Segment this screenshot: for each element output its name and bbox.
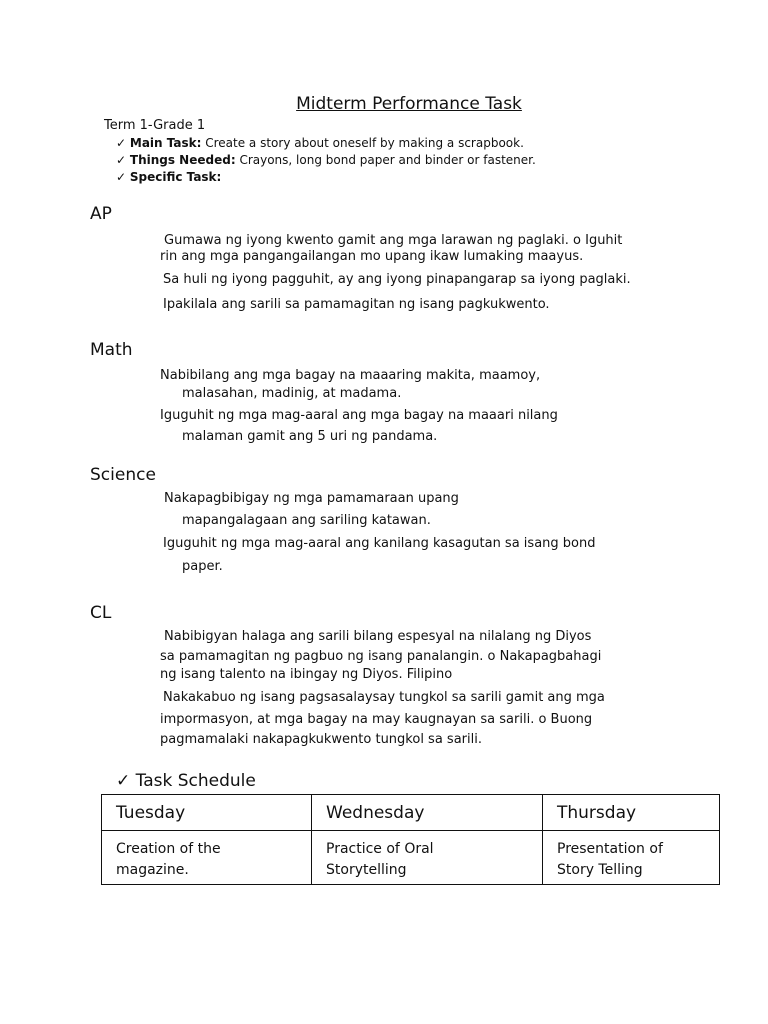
task-item-label: Things Needed: xyxy=(129,153,236,167)
math-line: Iguguhit ng mga mag-aaral ang mga bagay na maaari nilang xyxy=(160,408,558,423)
schedule-day-header: Tuesday xyxy=(102,795,312,831)
subject-heading-ap: AP xyxy=(90,204,112,224)
math-line: malasahan, madinig, at madama. xyxy=(182,386,402,401)
subject-heading-science: Science xyxy=(90,465,156,485)
science-line: paper. xyxy=(182,559,223,574)
ap-line: rin ang mga pangangailangan mo upang ikaw lumaking maayus. xyxy=(160,249,584,264)
task-item-main xyxy=(116,136,524,150)
cl-line: Nakakabuo ng isang pagsasalaysay tungkol sa sarili gamit ang mga xyxy=(163,690,605,705)
science-line: Nakapagbibigay ng mga pamamaraan upang xyxy=(164,491,459,506)
subject-heading-cl: CL xyxy=(90,603,112,623)
task-item-specific xyxy=(116,170,221,184)
term-label: Term 1-Grade 1 xyxy=(104,118,206,133)
science-line: Iguguhit ng mga mag-aaral ang kanilang kasagutan sa isang bond xyxy=(163,536,596,551)
cl-line: ng isang talento na ibingay ng Diyos. Filipino xyxy=(160,667,453,682)
schedule-day-header: Wednesday xyxy=(312,795,543,831)
cl-line: impormasyon, at mga bagay na may kaugnayan sa sarili. o Buong xyxy=(160,712,593,727)
task-item-things xyxy=(116,153,536,167)
cl-line: Nabibigyan halaga ang sarili bilang espesyal na nilalang ng Diyos xyxy=(164,629,592,644)
task-schedule-title: ✓ Task Schedule xyxy=(116,771,256,791)
science-line: mapangalagaan ang sariling katawan. xyxy=(182,513,431,528)
math-line: malaman gamit ang 5 uri ng pandama. xyxy=(182,429,438,444)
cl-line: pagmamalaki nakapagkukwento tungkol sa sarili. xyxy=(160,732,482,747)
check-icon: ✓ xyxy=(116,153,127,167)
math-line: Nabibilang ang mga bagay na maaaring makita, maamoy, xyxy=(160,368,541,383)
schedule-task-cell: Practice of Oral Storytelling xyxy=(312,831,543,885)
schedule-day-header: Thursday xyxy=(543,795,720,831)
check-icon: ✓ xyxy=(116,136,127,150)
ap-line: Gumawa ng iyong kwento gamit ang mga larawan ng paglaki. o Iguhit xyxy=(164,233,623,248)
task-item-text: Create a story about oneself by making a scrapbook. xyxy=(201,136,524,150)
task-schedule-table xyxy=(101,794,720,885)
check-icon: ✓ xyxy=(116,170,127,184)
schedule-task-cell: Creation of the magazine. xyxy=(102,831,312,885)
task-item-label: Main Task: xyxy=(129,136,202,150)
ap-line: Sa huli ng iyong pagguhit, ay ang iyong pinapangarap sa iyong paglaki. xyxy=(163,272,631,287)
schedule-task-cell: Presentation of Story Telling xyxy=(543,831,720,885)
task-item-text: Crayons, long bond paper and binder or fastener. xyxy=(235,153,536,167)
page-title: Midterm Performance Task xyxy=(296,94,522,114)
ap-line: Ipakilala ang sarili sa pamamagitan ng isang pagkukwento. xyxy=(163,297,550,312)
schedule-header-row xyxy=(102,795,720,831)
cl-line: sa pamamagitan ng pagbuo ng isang panalangin. o Nakapagbahagi xyxy=(160,649,602,664)
subject-heading-math: Math xyxy=(90,340,133,360)
schedule-task-row xyxy=(102,831,720,885)
task-item-label: Specific Task: xyxy=(129,170,222,184)
